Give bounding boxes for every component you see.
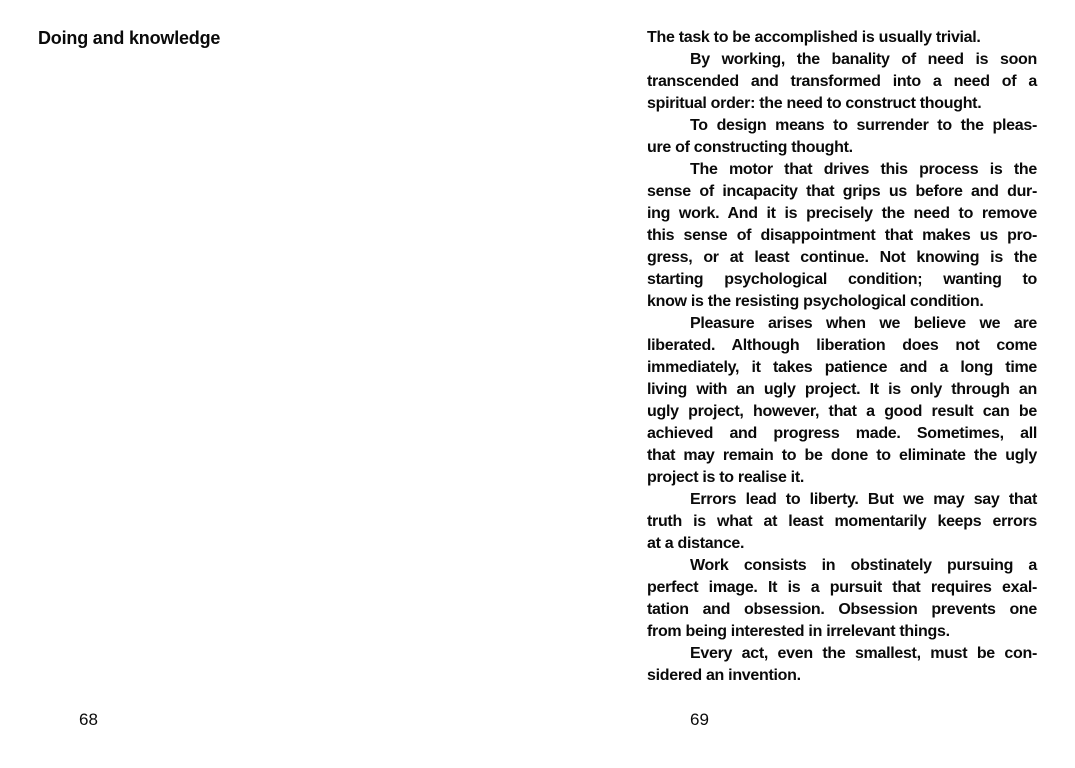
text-line: sense of incapacity that grips us before and dur- (647, 183, 1037, 200)
text-line: ugly project, however, that a good result can be (647, 403, 1037, 420)
text-line: Work consists in obstinately pursuing a (690, 557, 1037, 574)
text-line: at a distance. (647, 535, 745, 552)
text-line: liberated. Although liberation does not come (647, 337, 1037, 354)
text-line: By working, the banality of need is soon (690, 51, 1037, 68)
text-line: tation and obsession. Obsession prevents one (647, 601, 1037, 618)
text-line: spiritual order: the need to construct thought. (647, 95, 982, 112)
text-line: Errors lead to liberty. But we may say that (690, 491, 1037, 508)
text-line: achieved and progress made. Sometimes, all (647, 425, 1037, 442)
text-line: transcended and transformed into a need of a (647, 73, 1037, 90)
text-line: To design means to surrender to the pleas- (690, 117, 1037, 134)
chapter-title: Doing and knowledge (38, 28, 221, 48)
text-line: truth is what at least momentarily keeps errors (647, 513, 1037, 530)
left-page-number: 68 (79, 710, 98, 729)
text-line: Pleasure arises when we believe we are (690, 315, 1037, 332)
text-line: The motor that drives this process is the (690, 161, 1037, 178)
text-line: perfect image. It is a pursuit that requires exal- (647, 579, 1037, 596)
text-line: project is to realise it. (647, 469, 805, 486)
text-line: The task to be accomplished is usually trivial. (647, 29, 981, 46)
text-line: know is the resisting psychological condition. (647, 293, 984, 310)
right-page-number: 69 (690, 710, 709, 729)
text-line: this sense of disappointment that makes us pro- (647, 227, 1037, 244)
text-line: starting psychological condition; wanting to (647, 271, 1037, 288)
text-line: ure of constructing thought. (647, 139, 853, 156)
text-line: immediately, it takes patience and a long time (647, 359, 1037, 376)
text-line: ing work. And it is precisely the need to remove (647, 205, 1037, 222)
text-line: Every act, even the smallest, must be con- (690, 645, 1037, 662)
text-line: sidered an invention. (647, 667, 801, 684)
text-line: from being interested in irrelevant things. (647, 623, 950, 640)
text-line: gress, or at least continue. Not knowing is the (647, 249, 1037, 266)
text-line: living with an ugly project. It is only through an (647, 381, 1037, 398)
body-text (647, 27, 1037, 687)
text-line: that may remain to be done to eliminate the ugly (647, 447, 1037, 464)
